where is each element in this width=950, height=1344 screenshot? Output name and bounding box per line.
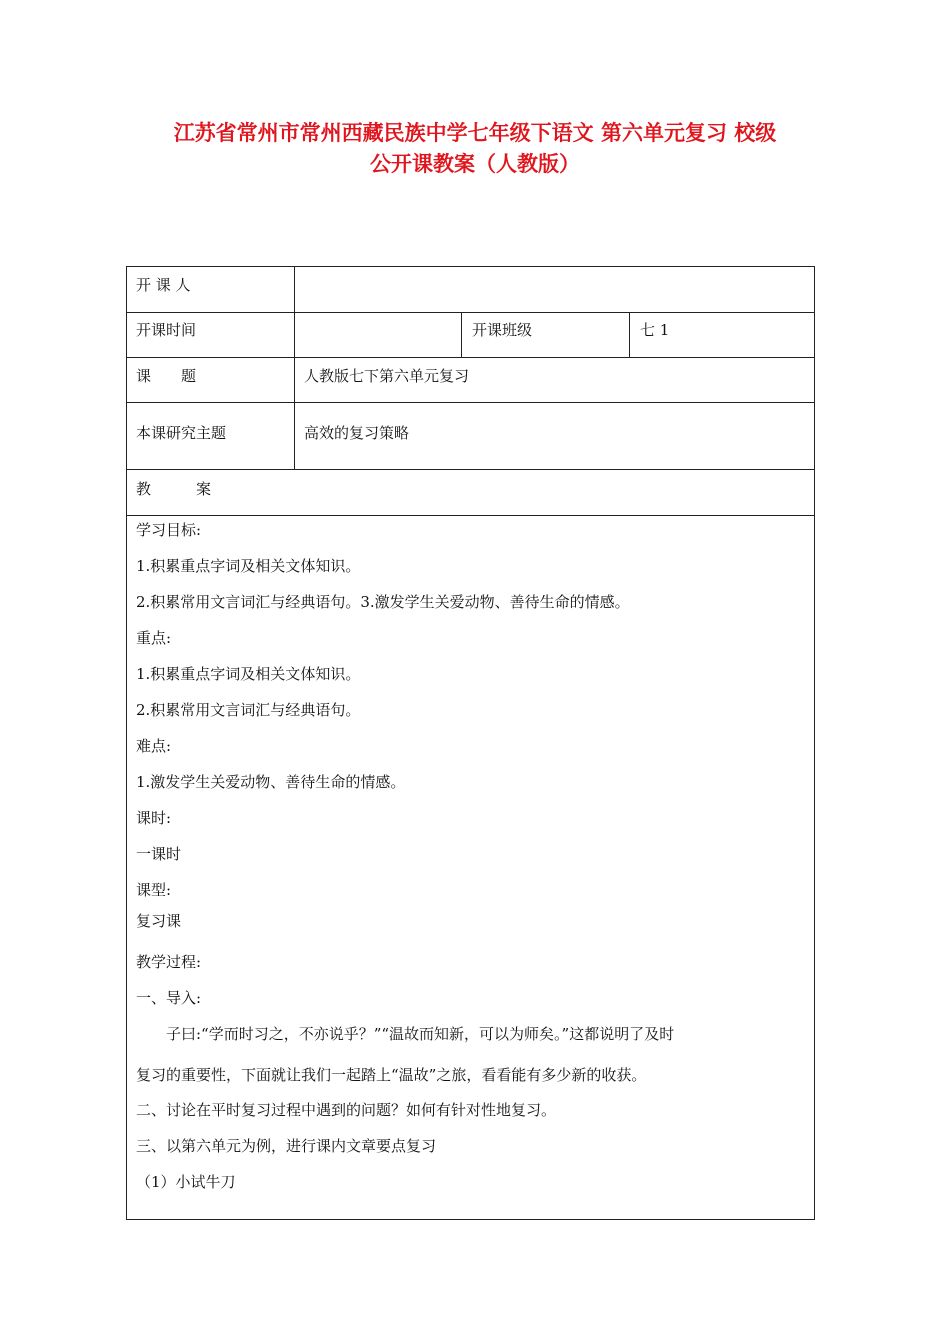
time-label: 开课时间 (136, 321, 197, 339)
class-label: 开课班级 (472, 321, 533, 339)
plan-line: 2.积累常用文言词汇与经典语句。3.激发学生关爱动物、善待生命的情感。 (136, 593, 630, 611)
document-title (0, 118, 950, 180)
plan-label: 教 案 (136, 480, 212, 498)
plan-line: （1）小试牛刀 (136, 1173, 236, 1191)
plan-line: 三、以第六单元为例，进行课内文章要点复习 (136, 1137, 437, 1155)
table-rule (126, 312, 815, 313)
table-column-rule (461, 312, 462, 357)
title-line-2: 公开课教案（人教版） (370, 152, 580, 176)
research-value: 高效的复习策略 (304, 424, 410, 442)
plan-line: 子曰:“学而时习之，不亦说乎？”“温故而知新，可以为师矣。”这都说明了及时 (136, 1025, 675, 1043)
table-rule (126, 357, 815, 358)
plan-line: 2.积累常用文言词汇与经典语句。 (136, 701, 361, 719)
topic-value: 人教版七下第六单元复习 (304, 367, 470, 385)
plan-line: 复习的重要性，下面就让我们一起踏上“温故”之旅，看看能有多少新的收获。 (136, 1066, 647, 1084)
plan-line: 重点: (136, 629, 172, 647)
plan-line: 1.积累重点字词及相关文体知识。 (136, 665, 361, 683)
class-value: 七 1 (640, 321, 670, 339)
plan-line: 学习目标: (136, 521, 202, 539)
topic-label: 课 题 (136, 367, 197, 385)
plan-line: 1.激发学生关爱动物、善待生命的情感。 (136, 773, 406, 791)
plan-line: 二、讨论在平时复习过程中遇到的问题？如何有针对性地复习。 (136, 1101, 557, 1119)
table-column-rule (629, 312, 630, 357)
table-column-rule (294, 266, 295, 469)
plan-line: 教学过程: (136, 953, 202, 971)
teacher-label: 开 课 人 (136, 276, 191, 294)
plan-line: 一、导入: (136, 989, 202, 1007)
table-rule (126, 402, 815, 403)
plan-line: 难点: (136, 737, 172, 755)
research-label: 本课研究主题 (136, 424, 227, 442)
table-rule (126, 515, 815, 516)
table-rule (126, 469, 815, 470)
title-line-1: 江苏省常州市常州西藏民族中学七年级下语文 第六单元复习 校级 (173, 121, 777, 145)
plan-line: 1.积累重点字词及相关文体知识。 (136, 557, 361, 575)
plan-line: 课型: (136, 881, 172, 899)
plan-line: 复习课 (136, 912, 182, 930)
plan-line: 课时: (136, 809, 172, 827)
plan-line: 一课时 (136, 845, 182, 863)
